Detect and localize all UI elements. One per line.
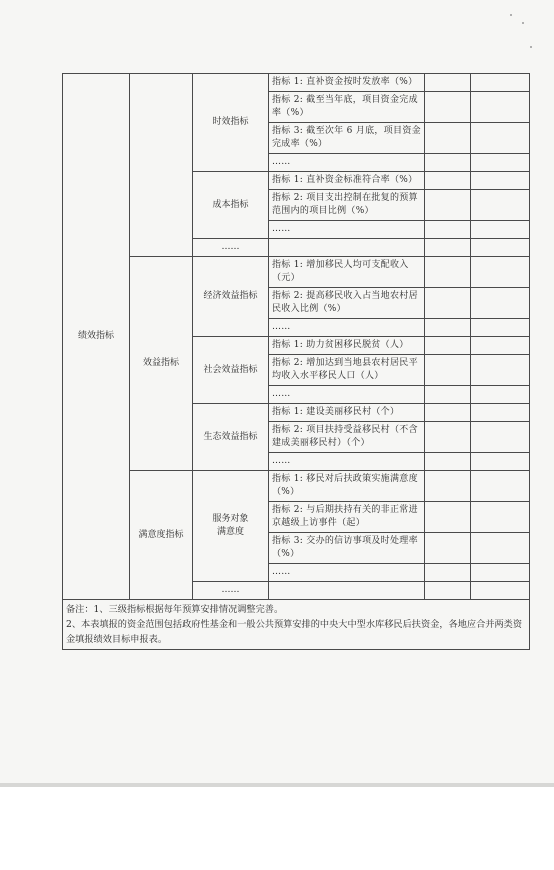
level2-indicator-cell (130, 74, 193, 257)
indicator-remark-cell (471, 190, 530, 221)
indicator-item-cell: …… (269, 564, 425, 582)
level3-indicator-cell: 时效指标 (193, 74, 269, 172)
indicator-remark-cell (471, 74, 530, 92)
level3-indicator-cell: 社会效益指标 (193, 337, 269, 404)
indicator-remark-cell (471, 422, 530, 453)
indicator-value-cell (425, 257, 471, 288)
indicator-item-cell: 指标 1: 移民对后扶政策实施满意度（%） (269, 471, 425, 502)
indicator-value-cell (425, 319, 471, 337)
indicator-value-cell (425, 154, 471, 172)
indicator-value-cell (425, 502, 471, 533)
indicator-remark-cell (471, 319, 530, 337)
level2-indicator-cell: 效益指标 (130, 257, 193, 471)
indicator-remark-cell (471, 239, 530, 257)
indicator-remark-cell (471, 582, 530, 600)
indicator-item-cell: 指标 2: 项目扶持受益移民村（不含建成美丽移民村）（个） (269, 422, 425, 453)
note-line: 备注：1、三级指标根据每年预算安排情况调整完善。 (66, 604, 284, 615)
level3-indicator-cell: …… (193, 239, 269, 257)
scan-speck (522, 22, 524, 24)
indicator-remark-cell (471, 172, 530, 190)
indicator-remark-cell (471, 502, 530, 533)
indicator-item-cell: 指标 2: 提高移民收入占当地农村居民收入比例（%） (269, 288, 425, 319)
indicator-remark-cell (471, 533, 530, 564)
indicator-item-cell: 指标 2: 与后期扶持有关的非正常进京越级上访事件（起） (269, 502, 425, 533)
level2-indicator-cell: 满意度指标 (130, 471, 193, 600)
indicator-item-cell: 指标 3: 交办的信访事项及时处理率（%） (269, 533, 425, 564)
table-notes (63, 600, 530, 650)
indicator-item-cell: 指标 1: 增加移民人均可支配收入（元） (269, 257, 425, 288)
indicator-value-cell (425, 92, 471, 123)
indicator-remark-cell (471, 92, 530, 123)
level3-indicator-cell: …… (193, 582, 269, 600)
indicator-item-cell: 指标 2: 项目支出控制在批复的预算范围内的项目比例（%） (269, 190, 425, 221)
indicator-remark-cell (471, 123, 530, 154)
indicator-item-cell: …… (269, 453, 425, 471)
indicator-value-cell (425, 471, 471, 502)
indicator-item-cell: 指标 2: 增加达到当地县农村居民平均收入水平移民人口（人） (269, 355, 425, 386)
indicator-item-cell: 指标 3: 截至次年 6 月底，项目资金完成率（%） (269, 123, 425, 154)
indicator-value-cell (425, 190, 471, 221)
indicator-remark-cell (471, 288, 530, 319)
indicator-item-cell: …… (269, 221, 425, 239)
indicator-remark-cell (471, 221, 530, 239)
indicator-item-cell: …… (269, 386, 425, 404)
indicator-value-cell (425, 404, 471, 422)
indicator-value-cell (425, 221, 471, 239)
scan-speck (530, 46, 532, 48)
indicator-value-cell (425, 453, 471, 471)
indicator-value-cell (425, 533, 471, 564)
note-line: 2、本表填报的资金范围包括政府性基金和一般公共预算安排的中央大中型水库移民后扶资金，各地应合并两类资金填报绩效目标申报表。 (66, 619, 523, 645)
indicator-item-cell (269, 582, 425, 600)
indicator-item-cell: …… (269, 154, 425, 172)
indicator-remark-cell (471, 386, 530, 404)
indicator-value-cell (425, 422, 471, 453)
indicator-value-cell (425, 239, 471, 257)
indicator-value-cell (425, 172, 471, 190)
level1-indicator-cell: 绩效指标 (63, 74, 130, 600)
level3-indicator-cell: 生态效益指标 (193, 404, 269, 471)
scan-speck (510, 14, 512, 16)
indicator-value-cell (425, 386, 471, 404)
scan-edge (0, 783, 554, 787)
table-row (63, 257, 530, 288)
indicator-value-cell (425, 337, 471, 355)
indicator-value-cell (425, 74, 471, 92)
indicator-remark-cell (471, 404, 530, 422)
table-row (63, 74, 530, 92)
level3-indicator-cell: 经济效益指标 (193, 257, 269, 337)
performance-indicator-table (62, 73, 530, 650)
indicator-item-cell: 指标 1: 助力贫困移民脱贫（人） (269, 337, 425, 355)
indicator-remark-cell (471, 337, 530, 355)
indicator-remark-cell (471, 154, 530, 172)
indicator-value-cell (425, 564, 471, 582)
indicator-item-cell (269, 239, 425, 257)
indicator-value-cell (425, 288, 471, 319)
indicator-remark-cell (471, 453, 530, 471)
indicator-value-cell (425, 582, 471, 600)
indicator-item-cell: 指标 1: 建设美丽移民村（个） (269, 404, 425, 422)
indicator-remark-cell (471, 355, 530, 386)
indicator-value-cell (425, 355, 471, 386)
indicator-item-cell: 指标 1: 直补资金按时发放率（%） (269, 74, 425, 92)
indicator-remark-cell (471, 564, 530, 582)
indicator-value-cell (425, 123, 471, 154)
table-row (63, 471, 530, 502)
level3-indicator-cell: 成本指标 (193, 172, 269, 239)
level3-indicator-cell: 服务对象 满意度 (193, 471, 269, 582)
indicator-remark-cell (471, 471, 530, 502)
indicator-item-cell: 指标 2: 截至当年底，项目资金完成率（%） (269, 92, 425, 123)
indicator-remark-cell (471, 257, 530, 288)
indicator-item-cell: …… (269, 319, 425, 337)
indicator-item-cell: 指标 1: 直补资金标准符合率（%） (269, 172, 425, 190)
